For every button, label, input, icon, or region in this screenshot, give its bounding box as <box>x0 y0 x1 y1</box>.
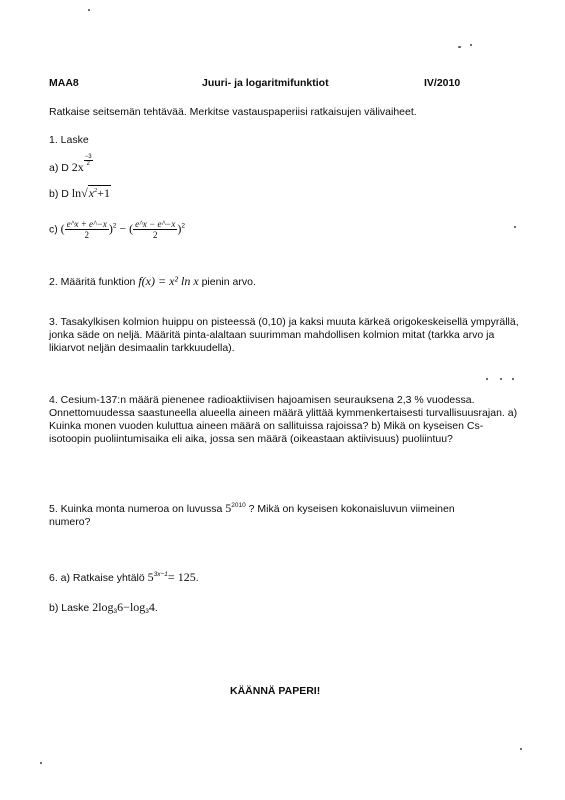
q1a-label: a) D <box>49 162 69 174</box>
q1a <box>49 154 93 175</box>
q1b <box>49 187 111 201</box>
q6b-text: b) Laske <box>49 602 90 614</box>
scan-speck <box>458 46 461 48</box>
turn-page-note: KÄÄNNÄ PAPERI! <box>230 685 321 697</box>
q5-text: 5. Kuinka monta numeroa on luvussa <box>49 503 223 515</box>
q6b: b) Laske $2\log_36-\log_34$. <box>49 600 158 615</box>
page-title: Juuri- ja logaritmifunktiot <box>202 77 329 89</box>
q5-line1 <box>49 502 455 516</box>
scan-speck <box>486 378 488 380</box>
scan-speck <box>40 762 42 764</box>
q6a-rhs: = 125 <box>167 570 196 584</box>
scan-speck <box>88 9 90 11</box>
q1c-frac-2: $\frac{e\^{}x - e\^{}-x}{2}$ <box>135 219 176 240</box>
q1c-frac-1: $\frac{e\^{}x + e\^{}-x}{2}$ <box>66 219 107 240</box>
course-code: MAA8 <box>49 77 79 89</box>
sqrt-symbol: √ <box>81 186 88 200</box>
q1c: c) ( $\frac{e\^{}x + e\^{}-x}{2}$ )$^2$ − ( $\frac{e\^{}x - e\^{}-x}{2}$ )$^2$ <box>49 219 185 240</box>
q1c-label: c) <box>49 223 58 236</box>
q6a-exponent: 3x−1 <box>153 571 168 578</box>
instructions: Ratkaise seitsemän tehtävää. Merkitse vastauspaperiisi ratkaisujen välivaiheet. <box>49 106 417 118</box>
q6a-text: 6. a) Ratkaise yhtälö <box>49 572 145 584</box>
q6a: 6. a) Ratkaise yhtälö $5^{3x-1}= 125$. <box>49 570 199 584</box>
q1a-exponent: $\frac{-3}{2}$ <box>84 154 92 167</box>
q1b-ln: ln <box>71 186 82 200</box>
q1a-base: 2x <box>71 160 84 174</box>
q4-text: 4. Cesium-137:n määrä pienenee radioaktiivisen hajoamisen seurauksena 2,3 % vuodessa. Onnettomuudessa saastuneella alueella aineen määrä ylittää kymmenkertaisesti turvallisuusrajan. a) Kuinka monen vuoden kuluttua aineen määrä on sallituissa rajoissa? b) Mikä on kyseisen Cs-isotoopin puoliintumisaika eli aika, jossa sen määrä (oikeastaan aktiivisuus) puoliintuu? <box>49 394 518 445</box>
q1b-radicand: $x^2+1$ <box>88 186 111 200</box>
q5-exponent: 2010 <box>231 502 246 509</box>
scan-speck <box>500 378 502 380</box>
scan-speck <box>470 44 472 46</box>
scan-speck <box>520 748 522 750</box>
q5-text-end: ? Mikä on kyseisen kokonaisluvun viimeinen <box>248 503 455 515</box>
q2 <box>49 275 256 289</box>
q3-text: 3. Tasakylkisen kolmion huippu on pisteessä (0,10) ja kaksi muuta kärkeä origokeskeisellä ympyrällä, jonka säde on neljä. Määritä pinta-alaltaan suurimman mahdollisen kolmion mitat (tarkka arvo ja likiarvot neljän desimaalin tarkkuudella). <box>49 316 519 354</box>
q2-formula: f(x) = x² ln x <box>138 274 199 288</box>
q1b-label: b) D <box>49 188 69 200</box>
q5-base: 5 <box>225 501 232 515</box>
exam-date: IV/2010 <box>424 77 461 89</box>
q1-title: 1. Laske <box>49 134 89 146</box>
scan-speck <box>514 226 516 228</box>
q2-text: 2. Määritä funktion <box>49 276 136 288</box>
scan-speck <box>512 378 514 380</box>
q5-line2: numero? <box>49 516 91 528</box>
q2-text-end: pienin arvo. <box>201 276 256 288</box>
